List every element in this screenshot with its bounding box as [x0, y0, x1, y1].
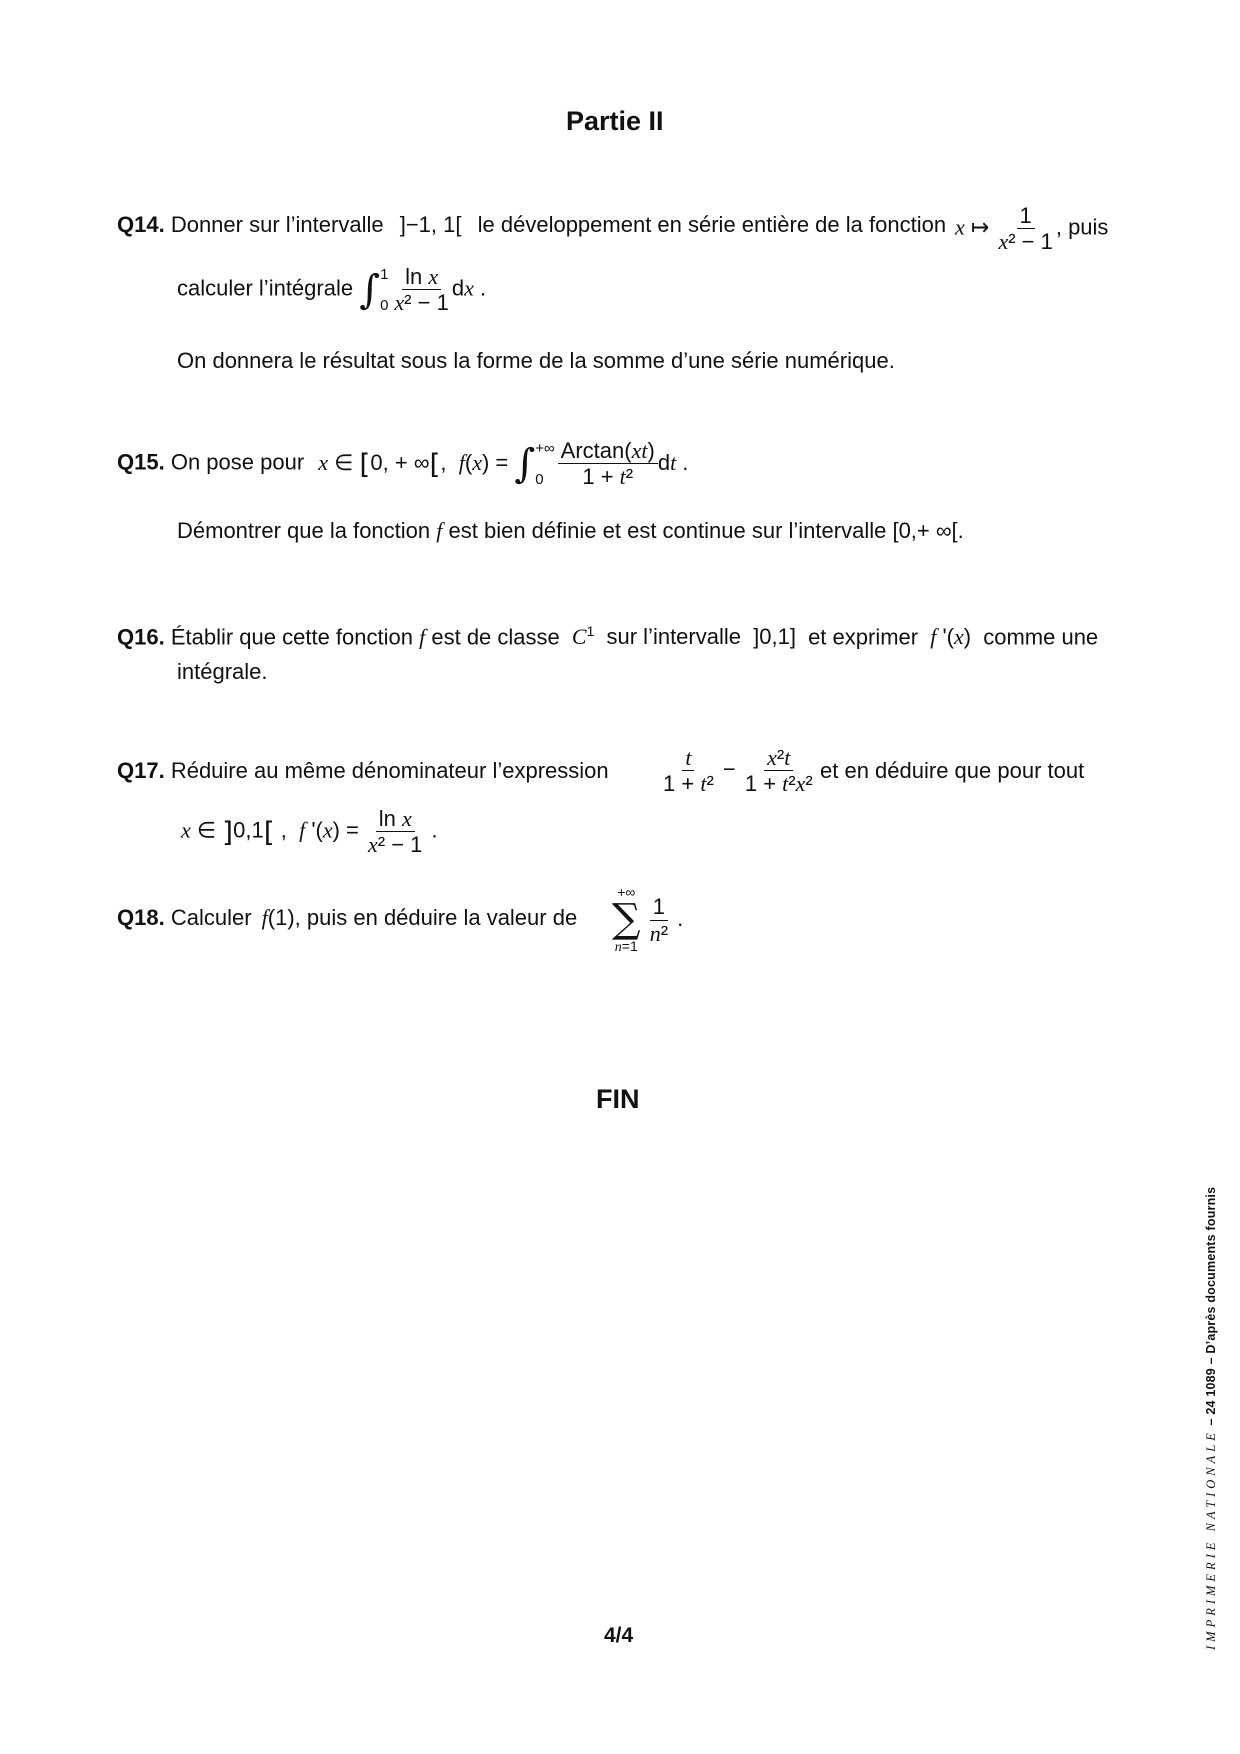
question-text: comme une	[983, 624, 1099, 650]
question-number: Q18.	[117, 905, 165, 930]
page-number: 4/4	[604, 1624, 634, 1647]
question-number: Q15.	[117, 449, 165, 475]
page-title: Partie II	[566, 106, 664, 136]
question-q17-line1	[117, 758, 609, 784]
question-text: On pose pour	[170, 449, 305, 475]
question-q15-line1	[117, 438, 688, 490]
interval: ]−1, 1[	[399, 212, 462, 237]
question-text: , puis	[1055, 214, 1109, 240]
question-text: Donner sur l’intervalle	[170, 212, 384, 237]
math-variable: x	[955, 214, 965, 240]
question-q18-line1	[117, 905, 577, 931]
question-q14-line3: On donnera le résultat sous la forme de la somme d’une série numérique.	[177, 348, 895, 373]
question-q14-line1	[117, 212, 946, 238]
math-expression: x ∈ [0, + ∞[, f(x) = ∫ +∞ 0 $\frac{\text{Arctan(xt)}}{\text{1 + t²}}$ dt .	[318, 438, 689, 490]
fraction: $\frac{1}{\text{x² − 1}}$	[998, 203, 1053, 255]
interval: ]0,1]	[753, 624, 796, 650]
math-series: +∞ ∑ n=1 $\frac{1}{\text{n²}}$ .	[612, 884, 684, 955]
question-number: Q14.	[117, 212, 165, 237]
end-marker: FIN	[596, 1084, 640, 1114]
math-class: C	[571, 624, 587, 650]
question-text: Démontrer que la fonction	[177, 518, 431, 543]
math-expression: f(1)	[261, 905, 295, 930]
math-variable: f	[419, 624, 426, 650]
interval: [0,+ ∞[	[892, 518, 958, 543]
question-text: calculer l’intégrale	[177, 275, 354, 301]
question-q14-line2: calculer l’intégrale ∫ 1 0 $\frac{\text{ln x}}{\text{x² − 1}}$ dx .	[177, 264, 487, 316]
math-function-q14: x ↦ $\frac{1}{\text{x² − 1}}$ , puis	[955, 203, 1109, 255]
print-code: – 24 1089 – D’après documents fournis	[1204, 1186, 1218, 1426]
question-q16-line2: intégrale.	[177, 659, 268, 684]
question-text: Réduire au même dénominateur l’expression	[170, 758, 609, 783]
question-q15-line2: Démontrer que la fonction f est bien définie et est continue sur l’intervalle [0,+ ∞[.	[177, 518, 964, 543]
question-text: est bien définie et est continue sur l’intervalle	[448, 518, 887, 543]
question-text: , puis en déduire la valeur de	[294, 905, 578, 930]
printer-side-note	[1204, 1187, 1219, 1650]
question-text: et exprimer	[808, 624, 919, 650]
math-expression: f '(x)	[930, 624, 972, 650]
integral-limits: 1 0	[380, 265, 389, 314]
math-expression-q17: $\frac{t}{\text{1 + t²}}$ − $\frac{\text{x²t}}{\text{1 + t²x²}}$	[663, 745, 813, 797]
question-text: est de classe	[431, 624, 560, 650]
question-text: Calculer	[170, 905, 252, 930]
question-text: le développement en série entière de la fonction	[477, 212, 947, 237]
question-q17-line2: x ∈ ]0,1[ , f '(x) = $\frac{\text{ln x}}{\text{x² − 1}}$ .	[181, 806, 438, 858]
question-text: Établir que cette fonction	[170, 624, 413, 650]
integral-sign: ∫	[359, 266, 381, 313]
fraction: $\frac{\text{ln x}}{\text{x² − 1}}$	[394, 264, 449, 316]
printer-name: IMPRIMERIE NATIONALE	[1204, 1429, 1218, 1650]
math-variable: f	[436, 518, 443, 543]
question-text: sur l’intervalle	[606, 624, 741, 650]
question-number: Q17.	[117, 758, 165, 783]
question-text: et en déduire que pour tout	[820, 758, 1085, 783]
question-number: Q16.	[117, 624, 165, 650]
question-q16-line1: Q16. Établir que cette fonction f est de classe $C^1$ sur l’intervalle ]0,1] et exprimer f '(x) comme une	[117, 623, 1099, 650]
